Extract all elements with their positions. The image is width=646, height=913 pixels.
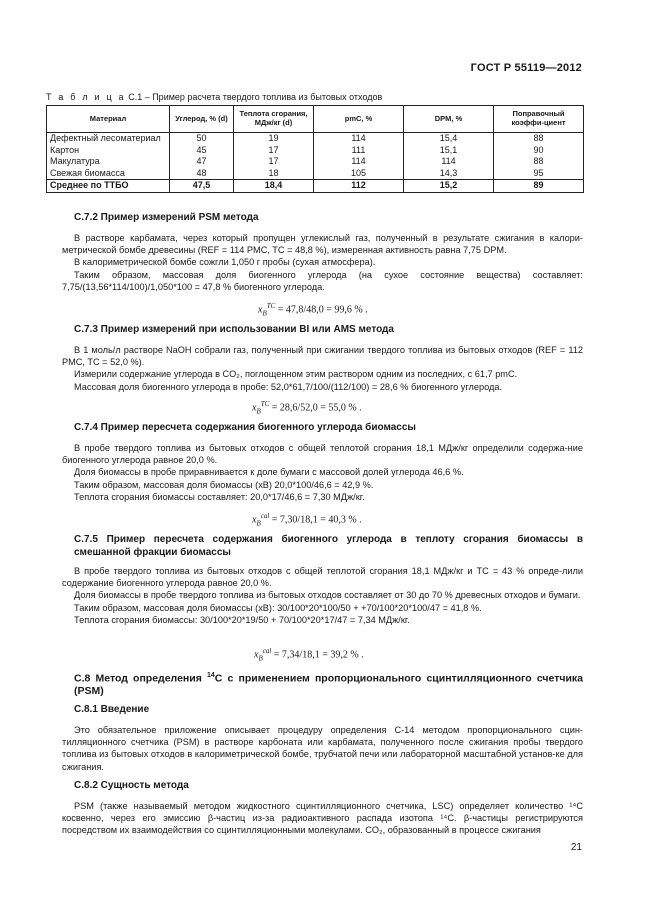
paragraph: Таким образом, массовая доля биомассы (xB) 20,0*100/46,6 = 42,9 %. bbox=[74, 479, 374, 490]
table-cell: 90 bbox=[494, 145, 584, 157]
table-header-row bbox=[47, 106, 584, 133]
table-caption-text: С.1 – Пример расчета твердого топлива из бытовых отходов bbox=[125, 92, 383, 102]
paragraph: В 1 моль/л растворе NaOH собрали газ, полученный при сжигании твердого топлива из бытовых отходов (REF = 112 PMC, TC = 52,0 %). bbox=[62, 345, 583, 368]
table-header-cell: Материал bbox=[47, 106, 170, 133]
table-cell: 15,2 bbox=[404, 180, 494, 193]
table-header-cell: Теплота сгорания, МДж/кг (d) bbox=[234, 106, 314, 133]
paragraph: В пробе твердого топлива из бытовых отходов с общей теплотой сгорания 18,1 МДж/кг определили содержа-ние биогенного углерода равное 20,0 %. bbox=[62, 443, 583, 466]
table-cell: 18 bbox=[234, 168, 314, 180]
table-row bbox=[47, 145, 584, 157]
paragraph: Доля биомассы в пробе твердого топлива из бытовых отходов составляет от 30 до 70 % древесных отходов и бумаги. bbox=[74, 590, 581, 601]
table-cell: 47,5 bbox=[170, 180, 234, 193]
table-cell: 50 bbox=[170, 133, 234, 145]
standard-header: ГОСТ Р 55119—2012 bbox=[470, 62, 582, 74]
table-total-row bbox=[47, 180, 584, 193]
paragraph: Это обязательное приложение описывает процедуру определения С-14 методом пропорционального сцин-тилляционного счетчика (PSM) в растворе карбоната или карбамата, полученного после сжигания пробы твердого топлива из бытовых отходов в калориметрической бомбе, трубчатой печи или лабораторной масштабной установ-ке для сжигания. bbox=[62, 725, 583, 772]
paragraph: PSM (также называемый методом жидкостного сцинтилляционного счетчика, LSC) определяет количество ¹⁴С косвенно, через его эмиссию β-частиц из-за радиоактивного распада изотопа ¹⁴С. β-частицы регистрируются посредством их взаимодействия со сцинтилляционными молекулами. CO₂, образованный в процессе сжигания bbox=[62, 801, 583, 836]
table-cell: 14,3 bbox=[404, 168, 494, 180]
paragraph: В растворе карбамата, через который пропущен углекислый газ, полученный в результате сжигания в калори-метрической бомбе древесины (REF = 114 PMC, TC = 48,8 %), измеренная активность равна 7,75 DPM. bbox=[62, 233, 583, 256]
section-heading: С.8.2 Сущность метода bbox=[74, 780, 189, 791]
paragraph: Таким образом, массовая доля биогенного углерода (на сухое состояние вещества) составляет: 7,75/(13,56*114/100)/1,050*100 = 47,8 % биогенного углерода. bbox=[62, 269, 583, 292]
table-cell: 17 bbox=[234, 156, 314, 168]
formula: $x_B^{cal} = 7,30/18,1 = 40,3$ % . bbox=[252, 512, 362, 528]
table-cell: 112 bbox=[314, 180, 404, 193]
section-body bbox=[62, 344, 583, 393]
section-heading: С.7.5 Пример пересчета содержания биогенного углерода в теплоту сгорания биомассы в смешанной фракции биомассы bbox=[74, 534, 583, 558]
table-cell: 111 bbox=[314, 145, 404, 157]
table-cell: Картон bbox=[47, 145, 170, 157]
table-cell: 114 bbox=[314, 133, 404, 145]
section-heading: С.7.4 Пример пересчета содержания биогенного углерода биомассы bbox=[74, 422, 416, 433]
formula: $x_B^{TC} = 28,6/52,0 = 55,0$ % . bbox=[252, 400, 362, 416]
table-header-cell: Поправочный коэффи-циент bbox=[494, 106, 584, 133]
formula: $x_B^{cal} = 7,34/18,1 = 39,2$ % . bbox=[254, 647, 364, 663]
table-cell: 105 bbox=[314, 168, 404, 180]
table-cell: 95 bbox=[494, 168, 584, 180]
paragraph: В пробе твердого топлива из бытовых отходов с общей теплотой сгорания 18,1 МДж/кг и ТС = 43 % опреде-лили содержание биогенного углерода равное 20,0 %. bbox=[62, 566, 583, 589]
paragraph: Теплота сгорания биомассы составляет: 20,0*17/46,6 = 7,30 МДж/кг. bbox=[74, 491, 365, 502]
section-heading: С.8.1 Введение bbox=[74, 704, 150, 715]
table-cell: 88 bbox=[494, 133, 584, 145]
table-header-cell: DPM, % bbox=[404, 106, 494, 133]
table-caption bbox=[46, 92, 382, 102]
section-body bbox=[62, 442, 583, 503]
table-cell: Свежая биомасса bbox=[47, 168, 170, 180]
paragraph: В калориметрической бомбе сожгли 1,050 г пробы (сухая атмосфера). bbox=[74, 257, 376, 268]
page-number: 21 bbox=[570, 842, 582, 853]
table-caption-prefix: Т а б л и ц а bbox=[46, 92, 126, 102]
table-row bbox=[47, 168, 584, 180]
section-body bbox=[62, 565, 583, 626]
table-cell: 47 bbox=[170, 156, 234, 168]
table-row bbox=[47, 156, 584, 168]
section-heading: С.7.2 Пример измерений PSM метода bbox=[74, 212, 259, 223]
table-cell: 19 bbox=[234, 133, 314, 145]
table-cell: 48 bbox=[170, 168, 234, 180]
table-cell: 114 bbox=[314, 156, 404, 168]
table-header-cell: Углерод, % (d) bbox=[170, 106, 234, 133]
table-cell: 15,4 bbox=[404, 133, 494, 145]
section-heading: С.8 Метод определения $^{14}$С с применением пропорционального сцинтилляционного счетчика (PSM) bbox=[74, 672, 583, 697]
paragraph: Теплота сгорания биомассы: 30/100*20*19/50 + 70/100*20*17/47 = 7,34 МДж/кг. bbox=[74, 614, 410, 625]
paragraph: Доля биомассы в пробе приравнивается к доле бумаги с массовой долей углерода 46,6 %. bbox=[74, 467, 464, 478]
calculation-table bbox=[46, 105, 584, 193]
section-heading: С.7.3 Пример измерений при использовании BI или AMS метода bbox=[74, 324, 394, 335]
table-cell: 114 bbox=[404, 156, 494, 168]
section-body bbox=[62, 232, 583, 293]
section-body bbox=[62, 724, 583, 773]
paragraph: Таким образом, массовая доля биомассы (xB): 30/100*20*100/50 + +70/100*20*100/47 = 41,8 %. bbox=[74, 602, 482, 613]
table-cell: 89 bbox=[494, 180, 584, 193]
table-cell: Макулатура bbox=[47, 156, 170, 168]
table-cell: 18,4 bbox=[234, 180, 314, 193]
table-cell: Дефектный лесоматериал bbox=[47, 133, 170, 145]
table-cell: 88 bbox=[494, 156, 584, 168]
section-body bbox=[62, 800, 583, 837]
table-cell: 15,1 bbox=[404, 145, 494, 157]
paragraph: Измерили содержание углерода в CO₂, поглощенном этим раствором одним из последних, с 61,7 pmC. bbox=[74, 369, 518, 380]
paragraph: Массовая доля биогенного углерода в пробе: 52,0*61,7/100/(112/100) = 28,6 % биогенного углерода. bbox=[74, 381, 503, 392]
formula: $x_B^{TC} = 47,8/48,0 = 99,6$ % . bbox=[258, 302, 368, 318]
table-cell: 45 bbox=[170, 145, 234, 157]
table-row bbox=[47, 133, 584, 145]
table-header-cell: pmC, % bbox=[314, 106, 404, 133]
table-cell: 17 bbox=[234, 145, 314, 157]
table-cell: Среднее по ТТБО bbox=[47, 180, 170, 193]
